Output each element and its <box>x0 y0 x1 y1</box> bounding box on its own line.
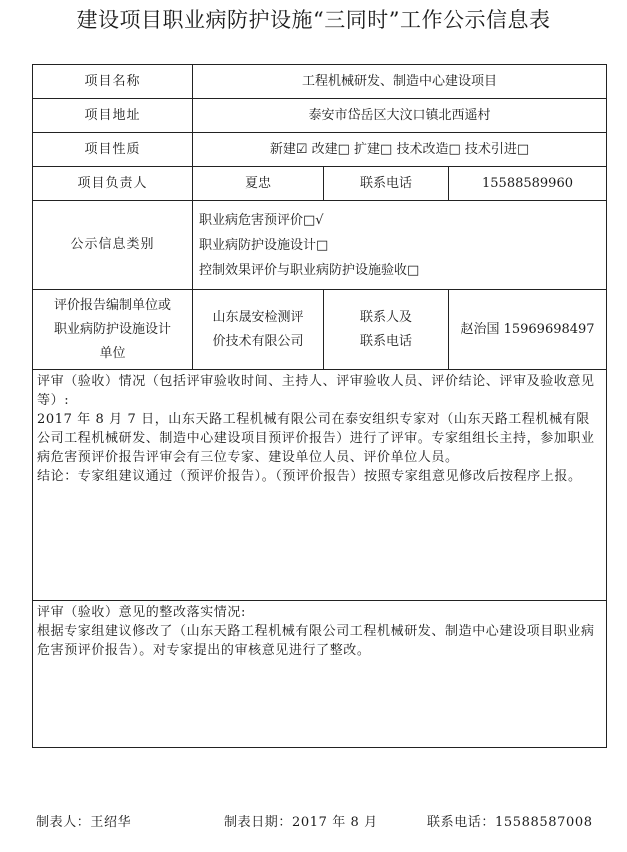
row-project-address <box>33 99 607 133</box>
category-option-design: 职业病防护设施设计□ <box>199 237 329 253</box>
rectification-heading: 评审（验收）意见的整改落实情况: <box>37 605 246 620</box>
row-review <box>33 370 607 601</box>
row-manager <box>33 167 607 201</box>
eval-unit-label-line: 单位 <box>99 345 126 361</box>
category-option-acceptance: 控制效果评价与职业病防护设施验收□ <box>199 262 420 278</box>
eval-unit-label <box>33 290 193 370</box>
project-name-label: 项目名称 <box>33 65 193 99</box>
category-option-preassessment: 职业病危害预评价□√ <box>199 212 324 228</box>
rectification-block <box>33 601 607 748</box>
eval-unit-label-line: 评价报告编制单位或 <box>53 297 171 313</box>
project-address-label: 项目地址 <box>33 99 193 133</box>
document-title: 建设项目职业病防护设施“三同时”工作公示信息表 <box>76 8 551 32</box>
eval-unit-value <box>193 290 324 370</box>
eval-unit-value-line: 山东晟安检测评 <box>212 309 304 325</box>
contact-label-line: 联系人及 <box>359 309 412 325</box>
project-address-value: 泰安市岱岳区大汶口镇北西遥村 <box>193 99 607 133</box>
contact-label-line: 联系电话 <box>359 333 412 349</box>
manager-label: 项目负责人 <box>33 167 193 201</box>
manager-phone-value: 15588589960 <box>449 167 607 201</box>
footer-maker: 制表人：王绍华 <box>36 815 132 830</box>
manager-value: 夏忠 <box>193 167 324 201</box>
review-heading: 评审（验收）情况（包括评审验收时间、主持人、评审验收人员、评价结论、评审及验收意见等）: <box>37 374 595 408</box>
project-nature-label: 项目性质 <box>33 133 193 167</box>
footer-phone: 联系电话：15588587008 <box>427 815 593 830</box>
category-options <box>193 201 607 290</box>
rectification-details: 根据专家组建议修改了（山东天路工程机械有限公司工程机械研发、制造中心建设项目职业病危害预评价报告）。对专家提出的审核意见进行了整改。 <box>37 624 595 658</box>
footer-date: 制表日期：2017 年 8 月 <box>224 815 378 830</box>
contact-value: 赵治国 15969698497 <box>449 290 607 370</box>
eval-unit-label-line: 职业病防护设施设计 <box>53 321 171 337</box>
project-nature-value: 新建☑ 改建□ 扩建□ 技术改造□ 技术引进□ <box>193 133 607 167</box>
info-table <box>32 64 607 748</box>
contact-label <box>324 290 449 370</box>
row-category <box>33 201 607 290</box>
review-details: 2017 年 8 月 7 日，山东天路工程机械有限公司在泰安组织专家对（山东天路工程机械有限公司工程机械研发、制造中心建设项目预评价报告）进行了评审。专家组组长主持，参加职业病危害预评价报告评审会有三位专家、建设单位人员、评价单位人员。 <box>37 412 595 465</box>
review-block <box>33 370 607 601</box>
manager-phone-label: 联系电话 <box>324 167 449 201</box>
category-label: 公示信息类别 <box>33 201 193 290</box>
review-conclusion: 结论：专家组建议通过（预评价报告）。（预评价报告）按照专家组意见修改后按程序上报。 <box>37 469 582 484</box>
row-project-nature <box>33 133 607 167</box>
row-eval-unit <box>33 290 607 370</box>
eval-unit-value-line: 价技术有限公司 <box>212 333 304 349</box>
row-project-name <box>33 65 607 99</box>
row-rectification <box>33 601 607 748</box>
project-name-value: 工程机械研发、制造中心建设项目 <box>193 65 607 99</box>
